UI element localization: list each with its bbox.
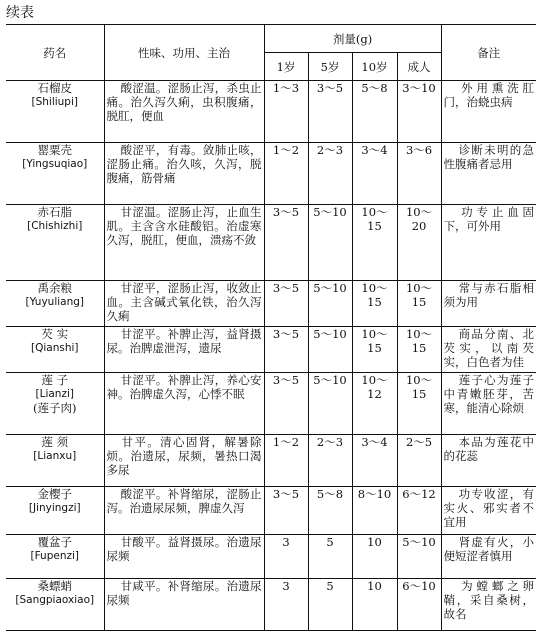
drug-name-cell <box>6 281 104 327</box>
dose-5y: 3～5 <box>308 81 352 143</box>
dose-10y: 5～8 <box>352 81 397 143</box>
note-text: 常与赤石脂相须为用 <box>443 281 535 309</box>
drug-name: 赤石脂 <box>37 205 72 219</box>
props-text: 甘涩平。补脾止泻，养心安神。治脾虚久泻，心悸不眠 <box>106 373 262 401</box>
note-cell <box>441 205 536 281</box>
dose-1y: 3～5 <box>264 487 308 535</box>
drug-name-cell <box>6 373 104 435</box>
drug-pinyin: [Chishizhi] <box>27 220 83 232</box>
drug-name: 覆盆子 <box>37 535 72 549</box>
drug-name-cell <box>6 81 104 143</box>
dose-1y: 3～5 <box>264 373 308 435</box>
header-age-5: 5岁 <box>308 53 352 81</box>
drug-alias: (莲子肉) <box>33 401 77 415</box>
dose-1y: 3～5 <box>264 205 308 281</box>
props-cell <box>104 535 264 579</box>
dose-1y: 3～5 <box>264 327 308 373</box>
note-cell <box>441 435 536 487</box>
dose-10y: 10 <box>352 535 397 579</box>
note-text: 莲子心为莲子中青嫩胚芽，苦寒，能清心除烦 <box>443 373 535 415</box>
dose-5y: 5～10 <box>308 373 352 435</box>
header-age-10: 10岁 <box>352 53 397 81</box>
continued-label: 续表 <box>6 5 34 21</box>
dose-1y: 3～5 <box>264 281 308 327</box>
table-row <box>6 281 536 327</box>
header-props: 性味、功用、主治 <box>104 25 264 81</box>
props-text: 甘酸平。益肾摄尿。治遗尿尿频 <box>106 535 262 563</box>
dose-adult: 3～6 <box>397 143 441 205</box>
props-cell <box>104 81 264 143</box>
note-cell <box>441 535 536 579</box>
props-text: 甘涩温。涩肠止泻，止血生肌。主含含水硅酸铝。治虚寒久泻，脱肛，便血，溃疡不敛 <box>106 205 262 247</box>
note-cell <box>441 373 536 435</box>
table-row <box>6 435 536 487</box>
dose-1y: 1～2 <box>264 143 308 205</box>
props-text: 甘涩平，涩肠止泻，收敛止血。主含碱式氧化铁，治久泻久痢 <box>106 281 262 323</box>
drug-name: 芡 实 <box>41 327 69 341</box>
dose-10y: 10～15 <box>352 281 397 327</box>
props-cell <box>104 143 264 205</box>
dose-10y: 10 <box>352 579 397 631</box>
drug-pinyin: [Qianshi] <box>30 342 79 354</box>
dose-adult: 2～5 <box>397 435 441 487</box>
dose-5y: 5 <box>308 579 352 631</box>
drug-pinyin: [Yingsuqiao] <box>22 158 88 170</box>
drug-name: 莲 须 <box>41 435 69 449</box>
dose-adult: 6～12 <box>397 487 441 535</box>
props-cell <box>104 579 264 631</box>
note-text: 为螳螂之卵鞘，采自桑树，故名 <box>443 579 535 621</box>
drug-pinyin: [Fupenzi] <box>30 550 80 562</box>
note-text: 商品分南、北芡实，以南芡实，白色者为佳 <box>443 327 535 369</box>
table-row <box>6 487 536 535</box>
props-text: 甘平。清心固肾，解暑除烦。治遗尿，尿频，暑热口渴多尿 <box>106 435 262 477</box>
note-cell <box>441 579 536 631</box>
dose-5y: 5～8 <box>308 487 352 535</box>
drug-name-cell <box>6 143 104 205</box>
table-body <box>6 81 536 631</box>
note-cell <box>441 487 536 535</box>
header-note: 备注 <box>441 25 536 81</box>
dose-adult: 5～10 <box>397 535 441 579</box>
props-cell <box>104 435 264 487</box>
props-text: 甘涩平。补脾止泻，益肾摄尿。治脾虚泄泻，遗尿 <box>106 327 262 355</box>
header-name: 药名 <box>6 25 104 81</box>
dose-5y: 2～3 <box>308 143 352 205</box>
dose-1y: 1～2 <box>264 435 308 487</box>
props-text: 甘咸平。补肾缩尿。治遗尿尿频 <box>106 579 262 607</box>
table-row <box>6 373 536 435</box>
props-cell <box>104 281 264 327</box>
props-text: 酸涩平，有毒。敛肺止咳，涩肠止痛。治久咳，久泻，脱腹痛，筋骨痛 <box>106 143 262 185</box>
drug-name-cell <box>6 435 104 487</box>
table-row <box>6 205 536 281</box>
dose-1y: 3 <box>264 535 308 579</box>
drug-name: 禹余粮 <box>37 281 72 295</box>
drug-name: 罂粟壳 <box>37 143 72 157</box>
note-text: 外用熏洗肛门，治蛲虫病 <box>443 81 535 109</box>
note-text: 肾虚有火，小便短涩者慎用 <box>443 535 535 563</box>
drug-pinyin: [Sangpiaoxiao] <box>15 594 95 606</box>
note-cell <box>441 81 536 143</box>
dose-10y: 10～15 <box>352 327 397 373</box>
drug-name: 石榴皮 <box>37 81 72 95</box>
props-text: 酸涩平。补肾缩尿，涩肠止泻。治遗尿尿频，脾虚久泻 <box>106 487 262 515</box>
dose-10y: 3～4 <box>352 435 397 487</box>
drug-pinyin: [Yuyuliang] <box>25 296 84 308</box>
drug-pinyin: [Jinyingzi] <box>28 502 81 514</box>
header-age-1: 1岁 <box>264 53 308 81</box>
table-row <box>6 327 536 373</box>
dose-1y: 1～3 <box>264 81 308 143</box>
header-adult: 成人 <box>397 53 441 81</box>
header-dose: 剂量(g) <box>264 25 441 53</box>
dose-adult: 10～15 <box>397 281 441 327</box>
note-text: 功专止血固下，可外用 <box>443 205 535 233</box>
dose-adult: 10～15 <box>397 373 441 435</box>
dose-adult: 6～10 <box>397 579 441 631</box>
note-cell <box>441 327 536 373</box>
drug-name-cell <box>6 205 104 281</box>
note-text: 功专收涩，有实火、邪实者不宜用 <box>443 487 535 529</box>
props-text: 酸涩温。涩肠止泻，杀虫止痛。治久泻久痢，虫积腹痛，脱肛，便血 <box>106 81 262 123</box>
dose-5y: 5～10 <box>308 205 352 281</box>
dose-adult: 10～15 <box>397 327 441 373</box>
dose-5y: 5 <box>308 535 352 579</box>
drug-name: 桑螵蛸 <box>37 579 72 593</box>
drug-pinyin: [Lianzi] <box>35 388 74 400</box>
dose-10y: 8～10 <box>352 487 397 535</box>
note-text: 本品为莲花中的花蕊 <box>443 435 535 463</box>
dose-1y: 3 <box>264 579 308 631</box>
dose-5y: 2～3 <box>308 435 352 487</box>
table-row <box>6 143 536 205</box>
drug-name-cell <box>6 579 104 631</box>
table-row <box>6 81 536 143</box>
drug-name-cell <box>6 535 104 579</box>
props-cell <box>104 205 264 281</box>
table-row <box>6 579 536 631</box>
drug-name: 莲 子 <box>41 373 69 387</box>
props-cell <box>104 327 264 373</box>
drug-name: 金樱子 <box>37 487 72 501</box>
dose-5y: 5～10 <box>308 281 352 327</box>
dose-adult: 10～20 <box>397 205 441 281</box>
drug-pinyin: [Lianxu] <box>33 450 77 462</box>
drug-name-cell <box>6 327 104 373</box>
dose-10y: 10～15 <box>352 205 397 281</box>
dose-adult: 3～10 <box>397 81 441 143</box>
props-cell <box>104 373 264 435</box>
dose-5y: 5～10 <box>308 327 352 373</box>
dose-10y: 10～12 <box>352 373 397 435</box>
table-row <box>6 535 536 579</box>
dosage-table <box>6 24 536 631</box>
note-cell <box>441 143 536 205</box>
dose-10y: 3～4 <box>352 143 397 205</box>
note-cell <box>441 281 536 327</box>
props-cell <box>104 487 264 535</box>
drug-name-cell <box>6 487 104 535</box>
drug-pinyin: [Shiliupi] <box>31 96 78 108</box>
note-text: 诊断未明的急性腹痛者忌用 <box>443 143 535 171</box>
